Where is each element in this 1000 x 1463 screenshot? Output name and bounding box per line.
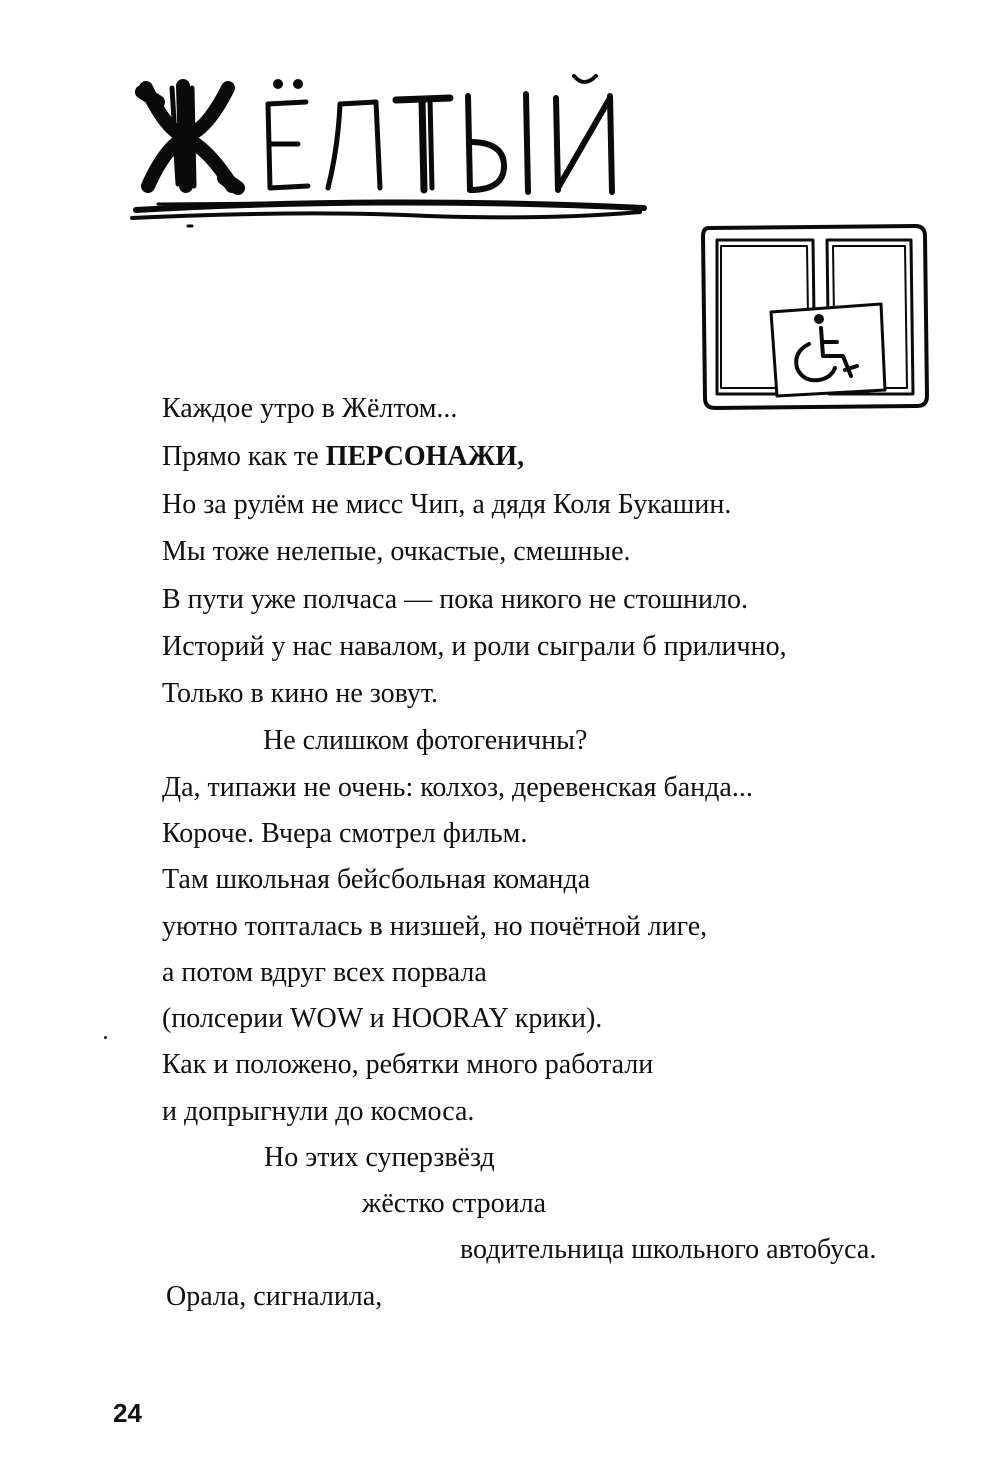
poem-line: Орала, сигналила, [166, 1281, 383, 1312]
poem-line-bold: ПЕРСОНАЖИ, [325, 441, 525, 472]
poem-line: Историй у нас навалом, и роли сыграли б прилично, [162, 631, 787, 662]
poem-line: уютно топталась в низшей, но почётной лиге, [162, 911, 708, 942]
poem-line: Как и положено, ребятки много работали [162, 1049, 654, 1080]
poem-line: Там школьная бейсбольная команда [162, 864, 591, 895]
poem-line: Но этих суперзвёзд [264, 1142, 495, 1173]
poem-line-prefix: Прямо как те [162, 441, 326, 472]
poem-line: Каждое утро в Жёлтом... [162, 393, 458, 424]
poem-line [162, 440, 524, 474]
poem-line: (полсерии WOW и HOORAY крики). [162, 1003, 603, 1034]
poem-line: и допрыгнули до космоса. [162, 1096, 475, 1127]
poem-line: водительница школьного автобуса. [460, 1234, 877, 1265]
bus-window-wheelchair-icon [695, 218, 935, 418]
chapter-title [128, 58, 658, 248]
print-speck [104, 1036, 107, 1039]
poem-line: Короче. Вчера смотрел фильм. [162, 818, 528, 849]
page-number: 24 [113, 1398, 142, 1428]
poem-line: Только в кино не зовут. [162, 678, 439, 709]
poem-line: жёстко строила [362, 1188, 547, 1219]
poem-line: Не слишком фотогеничны? [263, 725, 588, 756]
poem-line: Но за рулём не мисс Чип, а дядя Коля Букашин. [162, 489, 732, 520]
poem-line: Да, типажи не очень: колхоз, деревенская банда... [162, 772, 753, 803]
poem-line: а потом вдруг всех порвала [162, 957, 487, 988]
poem-line: В пути уже полчаса — пока никого не стошнило. [162, 584, 748, 615]
poem-line: Мы тоже нелепые, очкастые, смешные. [162, 536, 631, 567]
